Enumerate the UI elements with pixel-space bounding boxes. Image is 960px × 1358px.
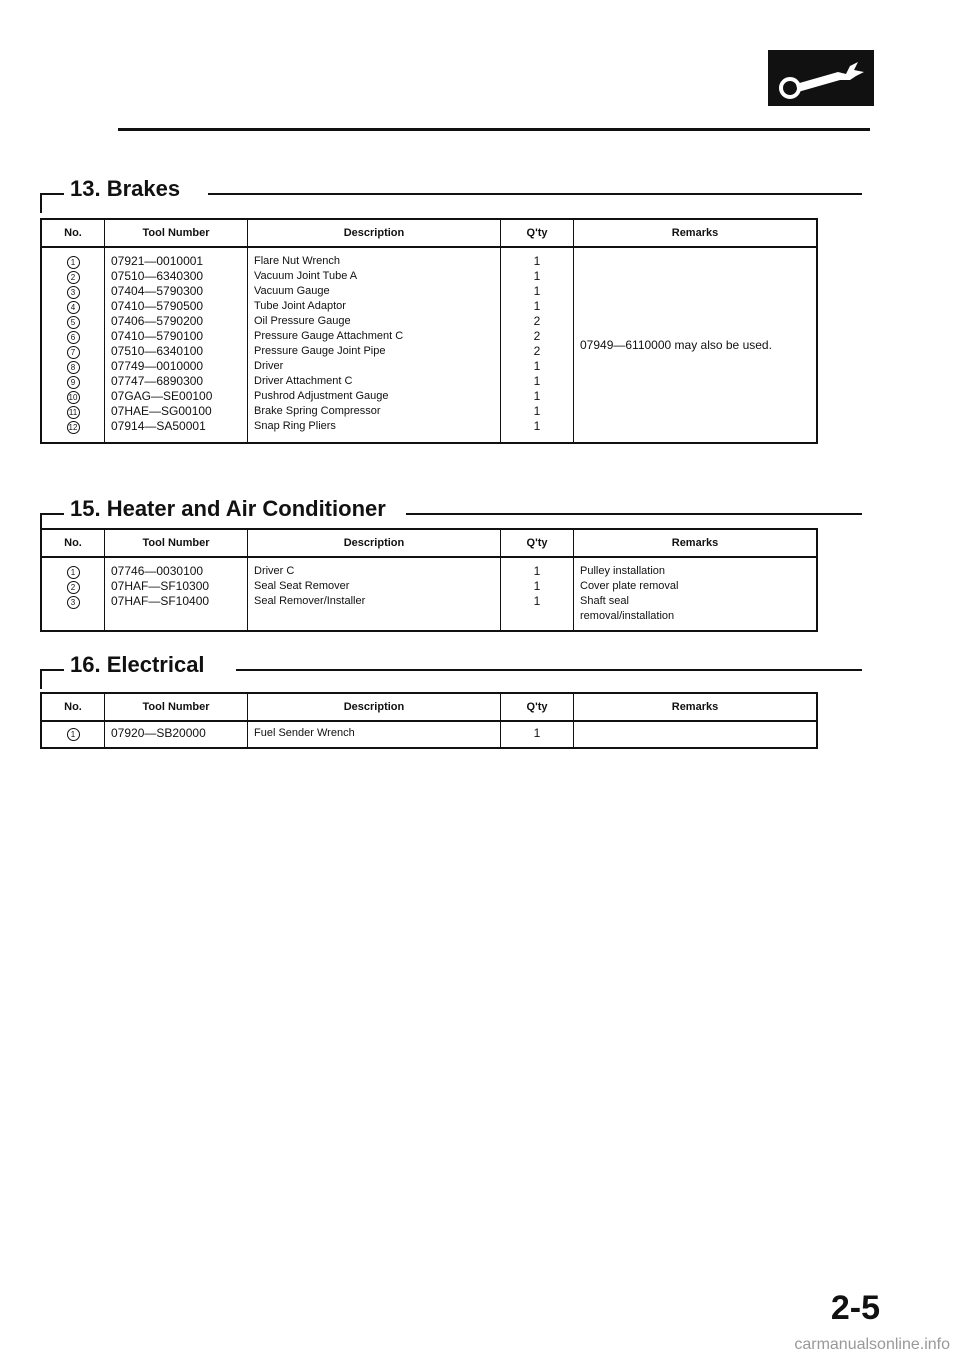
tool-number: 07410—5790500 xyxy=(111,299,204,313)
remarks-cell xyxy=(574,721,818,748)
item-number-circle: 1 xyxy=(67,256,80,269)
qty-list xyxy=(501,557,574,631)
tool-number: 07747—6890300 xyxy=(111,374,204,388)
footer-watermark: carmanualsonline.info xyxy=(794,1336,950,1353)
item-number xyxy=(48,359,98,374)
col-header-tool-number: Tool Number xyxy=(105,693,248,721)
section-header xyxy=(40,176,862,212)
tool-number: 07406—5790200 xyxy=(111,314,204,328)
tool-qty: 1 xyxy=(533,374,541,388)
col-header-tool-number: Tool Number xyxy=(105,529,248,557)
item-number-circle: 1 xyxy=(67,728,80,741)
tool-description: Driver C xyxy=(254,565,295,577)
tool-number: 07914—SA50001 xyxy=(111,419,206,433)
remarks-line: Pulley installation xyxy=(580,565,665,577)
item-number-circle: 4 xyxy=(67,301,80,314)
description-list xyxy=(248,247,501,443)
item-number-circle: 7 xyxy=(67,346,80,359)
item-number xyxy=(48,344,98,359)
qty-list xyxy=(501,721,574,748)
remarks-list xyxy=(574,557,818,631)
wrench-icon xyxy=(768,50,874,106)
table-header-row xyxy=(41,529,817,557)
item-number xyxy=(48,299,98,314)
item-number xyxy=(48,726,98,741)
tool-description: Driver Attachment C xyxy=(254,375,353,387)
page-number: 2-5 xyxy=(830,1289,880,1327)
tool-description: Fuel Sender Wrench xyxy=(254,727,355,739)
item-number-circle: 8 xyxy=(67,361,80,374)
tools-table xyxy=(40,528,818,632)
remarks-line: removal/installation xyxy=(580,610,675,622)
no-list xyxy=(41,247,105,443)
remarks-text: 07949—6110000 may also be used. xyxy=(580,338,772,352)
item-number xyxy=(48,284,98,299)
item-number-circle: 12 xyxy=(67,421,80,434)
tool-description: Snap Ring Pliers xyxy=(254,420,336,432)
item-number xyxy=(48,389,98,404)
item-number xyxy=(48,579,98,594)
col-header-no: No. xyxy=(41,693,105,721)
col-header-qty: Q'ty xyxy=(501,693,574,721)
tool-number: 07404—5790300 xyxy=(111,284,204,298)
tool-qty: 1 xyxy=(533,419,541,433)
table-header-row xyxy=(41,693,817,721)
remarks-line: Cover plate removal xyxy=(580,580,679,592)
qty-list xyxy=(501,247,574,443)
col-header-remarks: Remarks xyxy=(574,693,818,721)
table-body-row xyxy=(41,247,817,443)
tools-table xyxy=(40,218,818,444)
tool-number: 07920—SB20000 xyxy=(111,726,206,740)
item-number xyxy=(48,329,98,344)
tool-number: 07746—0030100 xyxy=(111,564,204,578)
col-header-qty: Q'ty xyxy=(501,219,574,247)
item-number xyxy=(48,419,98,434)
tool-qty: 1 xyxy=(533,284,541,298)
tool-description: Seal Seat Remover xyxy=(254,580,350,592)
section-header xyxy=(40,652,862,688)
item-number-circle: 3 xyxy=(67,286,80,299)
tool-qty: 2 xyxy=(533,314,541,328)
tool-description: Driver xyxy=(254,360,284,372)
remarks-cell xyxy=(574,247,818,443)
tool-number: 07510—6340300 xyxy=(111,269,204,283)
no-list xyxy=(41,557,105,631)
item-number-circle: 2 xyxy=(67,581,80,594)
item-number xyxy=(48,594,98,609)
footer xyxy=(0,1334,960,1358)
item-number xyxy=(48,564,98,579)
tools-table xyxy=(40,692,818,749)
item-number xyxy=(48,374,98,389)
item-number-circle: 1 xyxy=(67,566,80,579)
item-number-circle: 3 xyxy=(67,596,80,609)
section-header xyxy=(40,496,862,532)
tool-number: 07HAF—SF10300 xyxy=(111,579,210,593)
tool-qty: 1 xyxy=(533,389,541,403)
tool-qty: 1 xyxy=(533,254,541,268)
item-number xyxy=(48,404,98,419)
tool-number: 07GAG—SE00100 xyxy=(111,389,213,403)
item-number-circle: 2 xyxy=(67,271,80,284)
tool-description: Seal Remover/Installer xyxy=(254,595,366,607)
tool-qty: 1 xyxy=(533,564,541,578)
col-header-remarks: Remarks xyxy=(574,219,818,247)
tool-number: 07HAE—SG00100 xyxy=(111,404,212,418)
tool-description: Flare Nut Wrench xyxy=(254,255,340,267)
remarks-line: Shaft seal xyxy=(580,595,629,607)
tool-number: 07921—0010001 xyxy=(111,254,204,268)
item-number xyxy=(48,254,98,269)
description-list xyxy=(248,557,501,631)
col-header-description: Description xyxy=(248,693,501,721)
tool-number-list xyxy=(105,247,248,443)
tool-description: Pressure Gauge Attachment C xyxy=(254,330,404,342)
item-number-circle: 5 xyxy=(67,316,80,329)
item-number-circle: 11 xyxy=(67,406,80,419)
tool-number: 07410—5790100 xyxy=(111,329,204,343)
table-body-row xyxy=(41,721,817,748)
col-header-tool-number: Tool Number xyxy=(105,219,248,247)
table-header-row xyxy=(41,219,817,247)
item-number xyxy=(48,269,98,284)
section-title: 16. Electrical xyxy=(70,652,205,677)
section-title: 13. Brakes xyxy=(70,176,181,201)
tool-qty: 1 xyxy=(533,579,541,593)
item-number-circle: 9 xyxy=(67,376,80,389)
tool-number: 07HAF—SF10400 xyxy=(111,594,210,608)
table-body-row xyxy=(41,557,817,631)
col-header-description: Description xyxy=(248,529,501,557)
tool-qty: 2 xyxy=(533,344,541,358)
no-list xyxy=(41,721,105,748)
tool-description: Brake Spring Compressor xyxy=(254,405,381,417)
tool-description: Pressure Gauge Joint Pipe xyxy=(254,345,386,357)
item-number xyxy=(48,314,98,329)
item-number-circle: 6 xyxy=(67,331,80,344)
tool-description: Tube Joint Adaptor xyxy=(254,300,346,312)
tool-number-list xyxy=(105,721,248,748)
tool-qty: 1 xyxy=(533,299,541,313)
tool-number: 07749—0010000 xyxy=(111,359,204,373)
tool-description: Vacuum Joint Tube A xyxy=(254,270,358,282)
item-number-circle: 10 xyxy=(67,391,80,404)
tool-number-list xyxy=(105,557,248,631)
tool-qty: 1 xyxy=(533,269,541,283)
description-list xyxy=(248,721,501,748)
tool-number: 07510—6340100 xyxy=(111,344,204,358)
tool-description: Vacuum Gauge xyxy=(254,285,330,297)
tool-qty: 1 xyxy=(533,726,541,740)
header-rule xyxy=(118,128,870,131)
tool-qty: 2 xyxy=(533,329,541,343)
section-title: 15. Heater and Air Conditioner xyxy=(70,496,386,521)
col-header-no: No. xyxy=(41,529,105,557)
col-header-qty: Q'ty xyxy=(501,529,574,557)
col-header-remarks: Remarks xyxy=(574,529,818,557)
tool-description: Oil Pressure Gauge xyxy=(254,315,351,327)
tool-description: Pushrod Adjustment Gauge xyxy=(254,390,389,402)
col-header-description: Description xyxy=(248,219,501,247)
tool-qty: 1 xyxy=(533,359,541,373)
tool-qty: 1 xyxy=(533,404,541,418)
col-header-no: No. xyxy=(41,219,105,247)
tool-qty: 1 xyxy=(533,594,541,608)
